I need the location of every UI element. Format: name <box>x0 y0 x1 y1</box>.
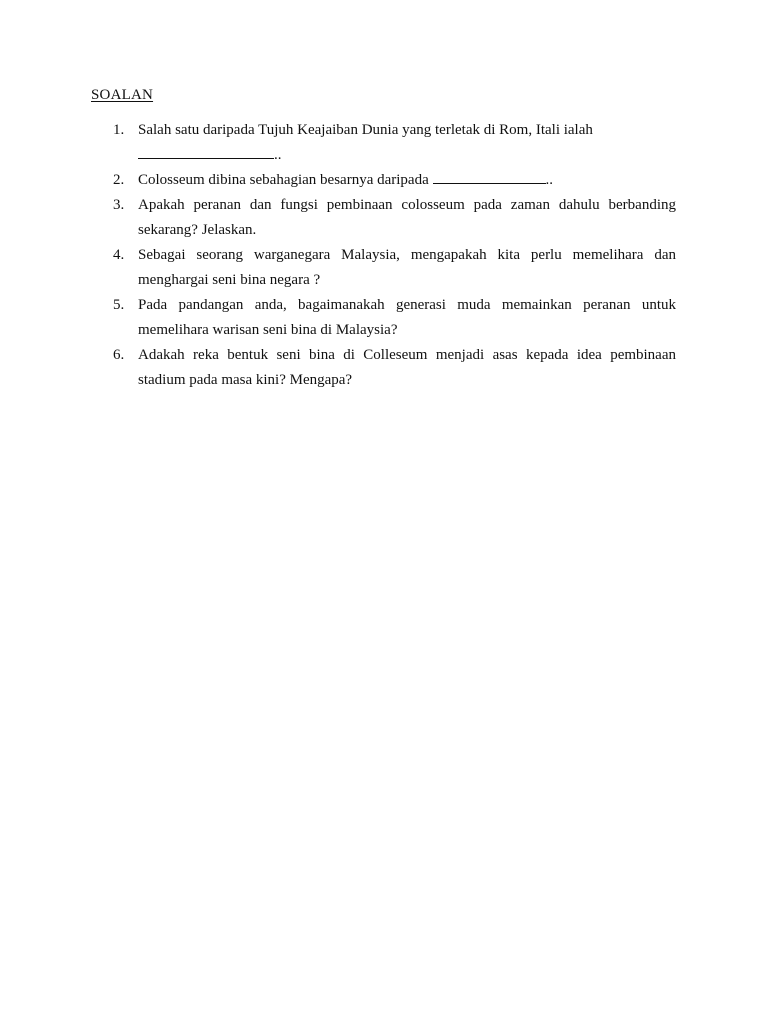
question-text: Adakah reka bentuk seni bina di Colleseum menjadi asas kepada idea pembinaan stadium pada masa kini? Mengapa? <box>138 347 676 388</box>
blank-dots: .. <box>274 147 282 163</box>
question-text <box>138 168 676 193</box>
question-number: 6. <box>113 347 125 363</box>
question-text: Sebagai seorang warganegara Malaysia, mengapakah kita perlu memelihara dan menghargai seni bina negara ? <box>138 247 676 288</box>
question-item <box>0 193 768 243</box>
question-item <box>0 243 768 293</box>
answer-blank <box>138 144 274 159</box>
question-text <box>138 118 676 168</box>
section-heading: SOALAN <box>91 87 154 103</box>
answer-blank <box>433 169 546 184</box>
question-item <box>0 118 768 168</box>
question-text-content: Colosseum dibina sebahagian besarnya daripada <box>138 172 429 188</box>
question-number: 5. <box>113 297 125 313</box>
question-number: 3. <box>113 197 125 213</box>
answer-line <box>138 143 676 168</box>
question-item <box>0 343 768 393</box>
question-number: 1. <box>113 122 125 138</box>
question-number: 4. <box>113 247 125 263</box>
question-item <box>0 293 768 343</box>
question-item <box>0 168 768 193</box>
question-list <box>0 118 768 393</box>
question-text: Apakah peranan dan fungsi pembinaan colosseum pada zaman dahulu berbanding sekarang? Jelaskan. <box>138 197 676 238</box>
question-text-content: Salah satu daripada Tujuh Keajaiban Dunia yang terletak di Rom, Itali ialah <box>138 122 593 138</box>
question-text: Pada pandangan anda, bagaimanakah generasi muda memainkan peranan untuk memelihara warisan seni bina di Malaysia? <box>138 297 676 338</box>
question-number: 2. <box>113 172 125 188</box>
blank-dots: .. <box>545 172 553 188</box>
